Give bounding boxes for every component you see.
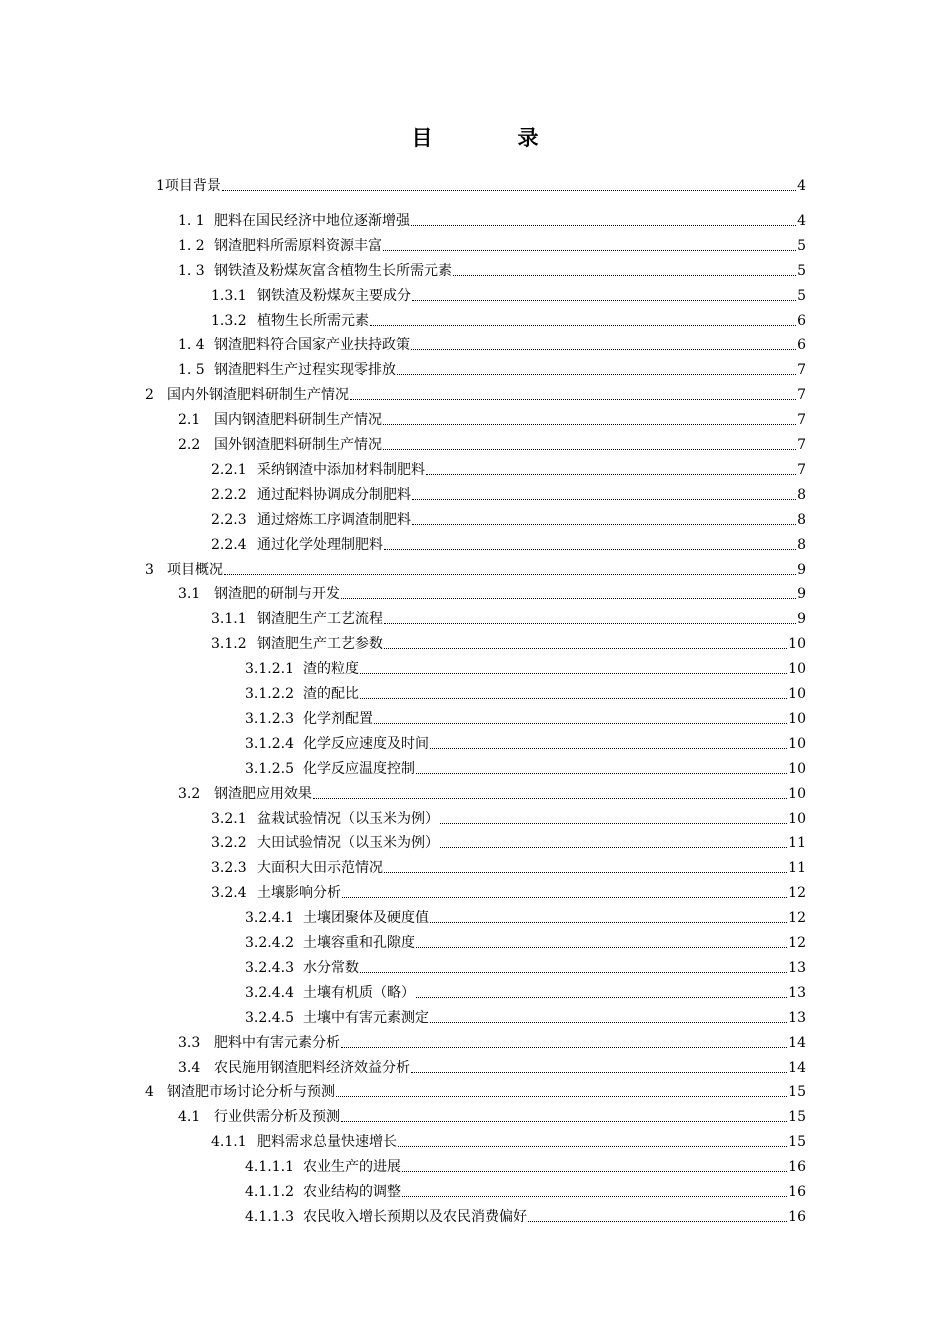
- dot-leader: [411, 348, 796, 350]
- toc-entry-number: 3: [145, 561, 154, 578]
- toc-entry-number: 3.3: [178, 1034, 201, 1051]
- toc-entry-label: 钢渣肥料符合国家产业扶持政策: [214, 337, 410, 354]
- toc-entry-page-number: 9: [797, 611, 806, 628]
- toc-entry-page-number: 13: [788, 984, 806, 1001]
- toc-entry-label: 通过配料协调成分制肥料: [257, 486, 411, 503]
- dot-leader: [360, 697, 787, 699]
- dot-leader: [360, 672, 787, 674]
- toc-entry[interactable]: [245, 730, 806, 754]
- toc-entry-label: 肥料中有害元素分析: [214, 1034, 340, 1051]
- toc-entry[interactable]: [211, 630, 806, 654]
- toc-entry-label: 钢渣肥市场讨论分析与预测: [167, 1084, 335, 1101]
- toc-entry-number: 3.2.1: [211, 810, 247, 827]
- toc-entry-label: 土壤有机质（略）: [303, 984, 415, 1001]
- toc-entry-number: 1. 1: [178, 212, 205, 229]
- toc-entry-page-number: 13: [788, 959, 806, 976]
- toc-entry-page-number: 10: [788, 810, 806, 827]
- toc-entry[interactable]: [156, 172, 806, 196]
- toc-entry-label: 土壤影响分析: [257, 885, 341, 902]
- toc-entry[interactable]: [211, 456, 806, 480]
- toc-entry-page-number: 9: [797, 586, 806, 603]
- toc-entry-page-number: 10: [788, 760, 806, 777]
- dot-leader: [398, 1145, 787, 1147]
- toc-entry-page-number: 7: [797, 461, 806, 478]
- dot-leader: [416, 772, 787, 774]
- toc-entry-number: 4.1.1.1: [245, 1159, 294, 1176]
- toc-entry-number: 3.2.4.4: [245, 984, 294, 1001]
- toc-entry-label: 盆栽试验情况（以玉米为例）: [257, 810, 439, 827]
- dot-leader: [412, 498, 796, 500]
- toc-entry-number: 3.1.2: [211, 636, 247, 653]
- toc-entry-page-number: 10: [788, 636, 806, 653]
- toc-entry-number: 3.1.1: [211, 611, 247, 628]
- toc-entry-number: 3.4: [178, 1059, 201, 1076]
- toc-entry-page-number: 8: [797, 536, 806, 553]
- toc-entry-page-number: 6: [797, 337, 806, 354]
- toc-entry-page-number: 4: [797, 178, 806, 194]
- dot-leader: [384, 622, 796, 624]
- dot-leader: [440, 846, 787, 848]
- toc-entry[interactable]: [211, 805, 806, 829]
- toc-entry[interactable]: [178, 232, 806, 256]
- toc-entry-label: 渣的配比: [303, 686, 359, 702]
- toc-entry[interactable]: [178, 257, 806, 281]
- toc-entry-number: 3.2.4.3: [245, 959, 294, 976]
- toc-entry-page-number: 5: [797, 287, 806, 304]
- toc-entry-label: 项目概况: [167, 561, 223, 578]
- toc-entry-label: 钢渣肥生产工艺流程: [257, 611, 383, 628]
- toc-entry-number: 4.1.1.2: [245, 1184, 294, 1200]
- toc-entry[interactable]: [245, 1004, 806, 1028]
- toc-entry-number: 4.1: [178, 1109, 201, 1126]
- toc-entry-label: 大田试验情况（以玉米为例）: [257, 835, 439, 852]
- toc-entry-page-number: 12: [788, 910, 806, 927]
- toc-entry-label: 行业供需分析及预测: [214, 1109, 340, 1126]
- toc-entry[interactable]: [211, 481, 806, 505]
- toc-entry-label: 化学剂配置: [303, 710, 373, 727]
- toc-entry-number: 1.3.1: [211, 287, 247, 304]
- toc-entry[interactable]: [211, 605, 806, 629]
- toc-entry-page-number: 7: [797, 437, 806, 453]
- toc-entry[interactable]: [178, 356, 806, 380]
- toc-entry[interactable]: [211, 854, 806, 878]
- toc-entry[interactable]: [245, 655, 806, 679]
- toc-entry-number: 2.2.2: [211, 486, 247, 503]
- toc-entry[interactable]: [178, 1029, 806, 1053]
- page-title: 目 录: [411, 126, 571, 150]
- toc-entry[interactable]: [245, 680, 806, 704]
- dot-leader: [370, 324, 796, 326]
- dot-leader: [224, 573, 796, 575]
- toc-entry-label: 土壤容重和孔隙度: [303, 935, 415, 951]
- toc-entry[interactable]: [178, 331, 806, 355]
- toc-entry-label: 通过化学处理制肥料: [257, 536, 383, 553]
- toc-entry-number: 1. 2: [178, 237, 205, 254]
- toc-entry-number: 2.1: [178, 412, 201, 429]
- toc-entry-page-number: 12: [788, 935, 806, 951]
- dot-leader: [342, 896, 787, 898]
- toc-entry-label: 钢铁渣及粉煤灰富含植物生长所需元素: [214, 262, 452, 279]
- toc-entry-page-number: 11: [788, 860, 806, 877]
- toc-entry-page-number: 5: [797, 262, 806, 279]
- toc-entry-page-number: 7: [797, 387, 806, 404]
- toc-entry-page-number: 10: [788, 710, 806, 727]
- toc-entry-label: 钢渣肥应用效果: [214, 785, 312, 802]
- dot-leader: [384, 647, 787, 649]
- toc-entry-page-number: 14: [788, 1059, 806, 1076]
- toc-entry-number: 2.2: [178, 437, 201, 453]
- toc-entry-number: 3.1.2.3: [245, 710, 294, 727]
- toc-entry-page-number: 10: [788, 785, 806, 802]
- toc-entry[interactable]: [245, 954, 806, 978]
- toc-entry-page-number: 12: [788, 885, 806, 902]
- toc-entry[interactable]: [211, 1128, 806, 1152]
- dot-leader: [402, 1170, 787, 1172]
- toc-entry-number: 2.2.1: [211, 461, 247, 478]
- toc-entry-number: 3.2.2: [211, 835, 247, 852]
- toc-entry-page-number: 10: [788, 661, 806, 678]
- dot-leader: [222, 189, 796, 191]
- toc-entry[interactable]: [211, 307, 806, 331]
- toc-entry-number: 4: [145, 1084, 154, 1101]
- toc-entry-number: 3.1.2.2: [245, 686, 294, 702]
- toc-entry-page-number: 8: [797, 486, 806, 503]
- toc-entry-number: 3.2.4.2: [245, 935, 294, 951]
- toc-entry-page-number: 15: [788, 1109, 806, 1126]
- toc-entry-label: 肥料在国民经济中地位逐渐增强: [214, 212, 410, 229]
- toc-entry[interactable]: [178, 406, 806, 430]
- dot-leader: [383, 249, 796, 251]
- toc-entry[interactable]: [211, 829, 806, 853]
- toc-entry-page-number: 15: [788, 1084, 806, 1101]
- toc-entry-page-number: 8: [797, 511, 806, 528]
- dot-leader: [430, 1021, 787, 1023]
- toc-entry-label: 钢渣肥的研制与开发: [214, 586, 340, 603]
- toc-entry-label: 农业结构的调整: [303, 1184, 401, 1200]
- dot-leader: [341, 597, 796, 599]
- toc-entry[interactable]: [145, 381, 806, 405]
- toc-entry[interactable]: [245, 705, 806, 729]
- toc-entry-number: 2: [145, 387, 154, 404]
- toc-entry[interactable]: [211, 282, 806, 306]
- toc-entry-number: 3.1: [178, 586, 201, 603]
- toc-entry-page-number: 16: [788, 1159, 806, 1176]
- toc-entry-number: 3.1.2.5: [245, 760, 294, 777]
- toc-entry-label: 通过熔炼工序调渣制肥料: [257, 511, 411, 528]
- dot-leader: [411, 1071, 787, 1073]
- toc-entry-page-number: 6: [797, 312, 806, 329]
- dot-leader: [411, 224, 796, 226]
- toc-entry[interactable]: [245, 1178, 806, 1202]
- toc-entry[interactable]: [211, 531, 806, 555]
- toc-entry-label: 农民施用钢渣肥料经济效益分析: [214, 1059, 410, 1076]
- dot-leader: [430, 921, 787, 923]
- dot-leader: [397, 373, 796, 375]
- toc-entry-label: 土壤中有害元素测定: [303, 1009, 429, 1026]
- toc-entry-number: 3.2.4: [211, 885, 247, 902]
- dot-leader: [453, 274, 796, 276]
- toc-entry-label: 钢渣肥料所需原料资源丰富: [214, 237, 382, 254]
- toc-entry[interactable]: [178, 431, 806, 455]
- dot-leader: [416, 946, 787, 948]
- toc-entry-label: 化学反应温度控制: [303, 760, 415, 777]
- toc-entry-label: 水分常数: [303, 959, 359, 976]
- toc-entry[interactable]: [245, 979, 806, 1003]
- toc-entry-label: 土壤团聚体及硬度值: [303, 910, 429, 927]
- toc-entry[interactable]: [245, 1153, 806, 1177]
- toc-entry-page-number: 14: [788, 1034, 806, 1051]
- toc-entry-number: 1.3.2: [211, 312, 247, 329]
- toc-entry-number: 3.2: [178, 785, 201, 802]
- toc-entry-number: 2.2.3: [211, 511, 247, 528]
- toc-entry[interactable]: [178, 207, 806, 231]
- dot-leader: [384, 871, 787, 873]
- toc-entry-page-number: 11: [788, 835, 806, 852]
- dot-leader: [440, 822, 787, 824]
- toc-entry[interactable]: [245, 929, 806, 953]
- dot-leader: [426, 473, 796, 475]
- toc-entry-page-number: 13: [788, 1009, 806, 1026]
- dot-leader: [412, 523, 796, 525]
- toc-entry-label: 钢铁渣及粉煤灰主要成分: [257, 287, 411, 304]
- toc-entry-page-number: 10: [788, 735, 806, 752]
- toc-entry-label: 国内钢渣肥料研制生产情况: [214, 412, 382, 429]
- dot-leader: [383, 448, 796, 450]
- toc-entry-page-number: 4: [797, 212, 806, 229]
- toc-entry-label: 国外钢渣肥料研制生产情况: [214, 437, 382, 453]
- toc-entry-number: 1. 4: [178, 337, 205, 354]
- dot-leader: [384, 548, 796, 550]
- toc-entry[interactable]: [145, 1078, 806, 1102]
- dot-leader: [341, 1120, 787, 1122]
- toc-entry-label: 钢渣肥料生产过程实现零排放: [214, 362, 396, 379]
- toc-entry-label: 化学反应速度及时间: [303, 735, 429, 752]
- toc-entry-page-number: 7: [797, 412, 806, 429]
- toc-entry[interactable]: [145, 556, 806, 580]
- dot-leader: [383, 423, 796, 425]
- toc-entry-page-number: 16: [788, 1208, 806, 1225]
- toc-entry-number: 3.1.2.4: [245, 735, 294, 752]
- dot-leader: [374, 722, 787, 724]
- toc-entry[interactable]: [245, 755, 806, 779]
- toc-entry[interactable]: [211, 879, 806, 903]
- toc-entry[interactable]: [178, 780, 806, 804]
- toc-entry-number: 3.2.4.1: [245, 910, 294, 927]
- toc-entry-label: 渣的粒度: [303, 661, 359, 678]
- toc-entry[interactable]: [211, 506, 806, 530]
- dot-leader: [341, 1046, 787, 1048]
- dot-leader: [416, 996, 787, 998]
- toc-entry-page-number: 5: [797, 237, 806, 254]
- toc-entry-page-number: 16: [788, 1184, 806, 1200]
- dot-leader: [402, 1195, 787, 1197]
- toc-entry-label: 项目背景: [164, 178, 221, 194]
- toc-entry-number: 3.2.4.5: [245, 1009, 294, 1026]
- toc-entry-label: 大面积大田示范情况: [257, 860, 383, 877]
- toc-entry-number: 1. 3: [178, 262, 205, 279]
- toc-entry[interactable]: [178, 1103, 806, 1127]
- toc-entry-label: 植物生长所需元素: [257, 312, 369, 329]
- dot-leader: [430, 747, 787, 749]
- dot-leader: [412, 299, 796, 301]
- toc-entry-label: 国内外钢渣肥料研制生产情况: [167, 387, 349, 404]
- toc-entry-page-number: 9: [797, 561, 806, 578]
- toc-entry-page-number: 10: [788, 686, 806, 702]
- toc-entry[interactable]: [178, 580, 806, 604]
- toc-entry-label: 农业生产的进展: [303, 1159, 401, 1176]
- dot-leader: [360, 971, 787, 973]
- toc-entry-label: 采纳钢渣中添加材料制肥料: [257, 461, 425, 478]
- toc-entry-page-number: 15: [788, 1134, 806, 1151]
- toc-entry-number: 4.1.1: [211, 1134, 247, 1151]
- toc-entry-label: 钢渣肥生产工艺参数: [257, 636, 383, 653]
- dot-leader: [528, 1220, 787, 1222]
- toc-entry-page-number: 7: [797, 362, 806, 379]
- toc-entry-number: 3.2.3: [211, 860, 247, 877]
- dot-leader: [313, 797, 787, 799]
- toc-entry-number: 1: [156, 178, 165, 194]
- toc-entry[interactable]: [245, 1203, 806, 1227]
- dot-leader: [336, 1095, 787, 1097]
- toc-entry[interactable]: [178, 1054, 806, 1078]
- toc-entry-number: 2.2.4: [211, 536, 247, 553]
- toc-entry-number: 3.1.2.1: [245, 661, 294, 678]
- toc-entry-number: 1. 5: [178, 362, 205, 379]
- dot-leader: [350, 398, 796, 400]
- toc-entry-label: 农民收入增长预期以及农民消费偏好: [303, 1208, 527, 1225]
- toc-entry[interactable]: [245, 904, 806, 928]
- toc-entry-number: 4.1.1.3: [245, 1208, 294, 1225]
- toc-entry-label: 肥料需求总量快速增长: [257, 1134, 397, 1151]
